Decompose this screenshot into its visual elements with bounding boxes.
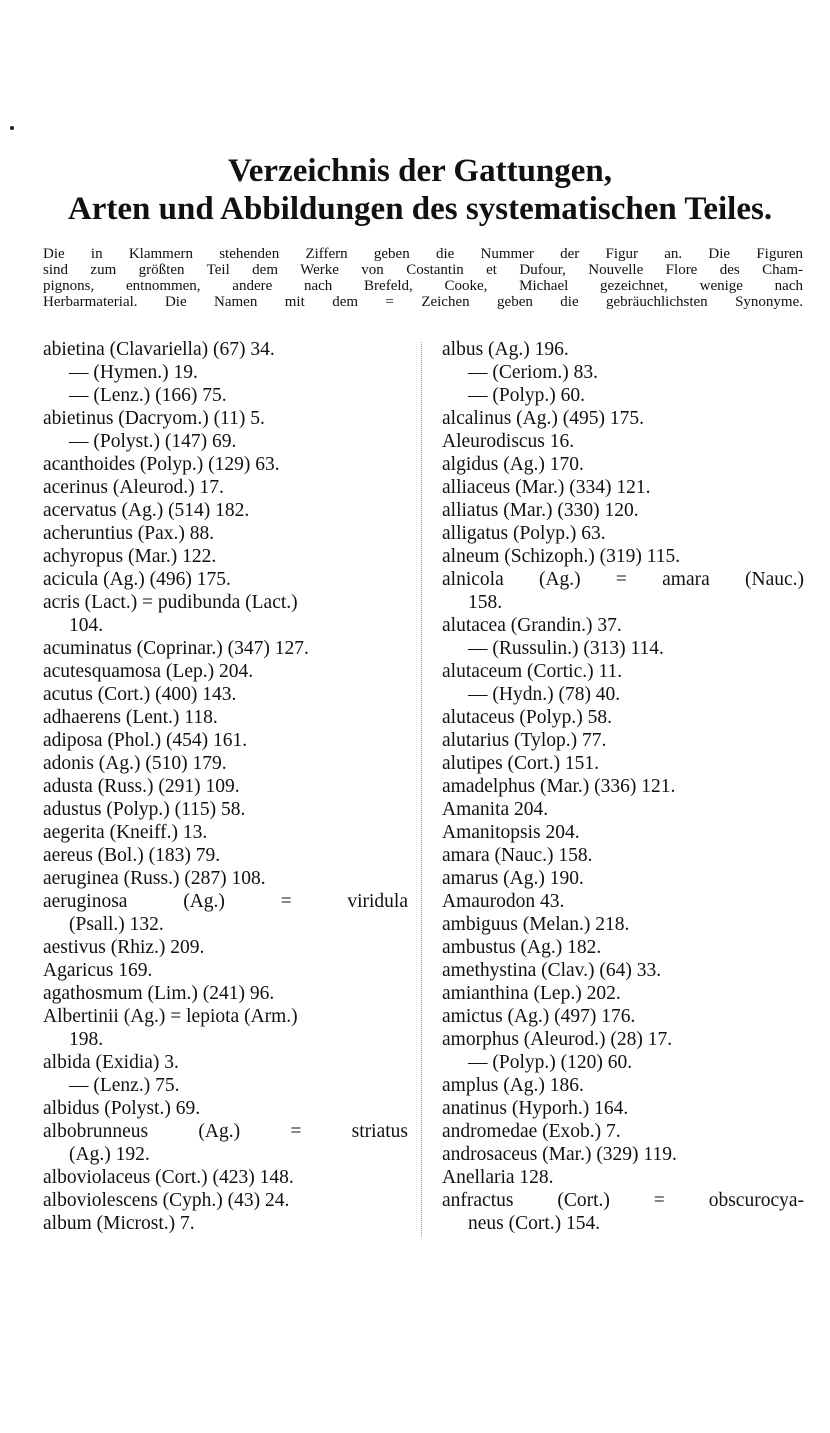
- index-entry: acheruntius (Pax.) 88.: [43, 523, 215, 544]
- index-entry: alliatus (Mar.) (330) 120.: [442, 500, 639, 521]
- index-entry: alutaceus (Polyp.) 58.: [442, 707, 613, 728]
- index-entry: amara (Nauc.) 158.: [442, 845, 593, 866]
- index-entry: amadelphus (Mar.) (336) 121.: [442, 776, 676, 797]
- index-entry: amorphus (Aleurod.) (28) 17.: [442, 1029, 673, 1050]
- index-entry: 158.: [468, 592, 503, 613]
- index-entry: — (Hydn.) (78) 40.: [468, 684, 621, 705]
- index-entry: albidus (Polyst.) 69.: [43, 1098, 201, 1119]
- index-entry: ambiguus (Melan.) 218.: [442, 914, 630, 935]
- index-entry: alutaceum (Cortic.) 11.: [442, 661, 623, 682]
- index-entry: aestivus (Rhiz.) 209.: [43, 937, 205, 958]
- page-title: [20, 152, 820, 228]
- index-entry: amethystina (Clav.) (64) 33.: [442, 960, 662, 981]
- index-entry: amarus (Ag.) 190.: [442, 868, 584, 889]
- index-entry: acutesquamosa (Lep.) 204.: [43, 661, 254, 682]
- index-entry: — (Polyp.) 60.: [468, 385, 585, 406]
- index-entry: acris (Lact.) = pudibunda (Lact.): [43, 592, 298, 613]
- index-entry: Agaricus 169.: [43, 960, 153, 981]
- index-entry: algidus (Ag.) 170.: [442, 454, 584, 475]
- index-entry: albida (Exidia) 3.: [43, 1052, 179, 1073]
- index-entry: ambustus (Ag.) 182.: [442, 937, 602, 958]
- intro-line: pignons, entnommen, andere nach Brefeld, Cooke, Michael gezeichnet, wenige nach: [43, 278, 803, 294]
- index-entry: adusta (Russ.) (291) 109.: [43, 776, 240, 797]
- index-entry: — (Hymen.) 19.: [69, 362, 198, 383]
- index-entry: adhaerens (Lent.) 118.: [43, 707, 218, 728]
- page-speck: [10, 126, 14, 130]
- index-entry: — (Lenz.) 75.: [69, 1075, 180, 1096]
- index-entry: acerinus (Aleurod.) 17.: [43, 477, 224, 498]
- index-entry: acuminatus (Coprinar.) (347) 127.: [43, 638, 309, 659]
- index-entry: anatinus (Hyporh.) 164.: [442, 1098, 629, 1119]
- intro-line: sind zum größten Teil dem Werke von Costantin et Dufour, Nouvelle Flore des Cham-: [43, 262, 803, 278]
- index-entry: adonis (Ag.) (510) 179.: [43, 753, 227, 774]
- title-line-1: Verzeichnis der Gattungen,: [227, 153, 613, 189]
- index-entry: aeruginea (Russ.) (287) 108.: [43, 868, 266, 889]
- index-entry: abietina (Clavariella) (67) 34.: [43, 339, 275, 360]
- index-column-left: [43, 338, 408, 1235]
- index-entry: albus (Ag.) 196.: [442, 339, 569, 360]
- index-entry: 198.: [69, 1029, 104, 1050]
- index-entry: achyropus (Mar.) 122.: [43, 546, 217, 567]
- index-entry: alneum (Schizoph.) (319) 115.: [442, 546, 681, 567]
- index-entry: alnicola (Ag.) = amara (Nauc.): [442, 569, 804, 590]
- intro-line: Die in Klammern stehenden Ziffern geben die Nummer der Figur an. Die Figuren: [43, 246, 803, 262]
- index-entry: (Ag.) 192.: [69, 1144, 150, 1165]
- intro-paragraph: [43, 246, 803, 310]
- index-entry: Albertinii (Ag.) = lepiota (Arm.): [43, 1006, 298, 1027]
- index-entry: amplus (Ag.) 186.: [442, 1075, 584, 1096]
- index-entry: — (Lenz.) (166) 75.: [69, 385, 227, 406]
- index-entry: alcalinus (Ag.) (495) 175.: [442, 408, 644, 429]
- index-entry: Amanitopsis 204.: [442, 822, 580, 843]
- index-entry: neus (Cort.) 154.: [468, 1213, 601, 1234]
- column-divider: [421, 342, 422, 1237]
- index-entry: Anellaria 128.: [442, 1167, 554, 1188]
- index-entry: albobrunneus (Ag.) = striatus: [43, 1121, 408, 1142]
- index-entry: aegerita (Kneiff.) 13.: [43, 822, 208, 843]
- index-entry: (Psall.) 132.: [69, 914, 164, 935]
- index-entry: abietinus (Dacryom.) (11) 5.: [43, 408, 265, 429]
- index-entry: amianthina (Lep.) 202.: [442, 983, 621, 1004]
- index-entry: adiposa (Phol.) (454) 161.: [43, 730, 248, 751]
- index-entry: Aleurodiscus 16.: [442, 431, 575, 452]
- index-entry: adustus (Polyp.) (115) 58.: [43, 799, 246, 820]
- index-entry: acervatus (Ag.) (514) 182.: [43, 500, 250, 521]
- index-entry: alboviolaceus (Cort.) (423) 148.: [43, 1167, 294, 1188]
- index-entry: andromedae (Exob.) 7.: [442, 1121, 621, 1142]
- index-entry: androsaceus (Mar.) (329) 119.: [442, 1144, 677, 1165]
- index-entry: alutarius (Tylop.) 77.: [442, 730, 607, 751]
- title-line-2: Arten und Abbildungen des systematischen Teiles.: [67, 191, 773, 227]
- index-entry: alutacea (Grandin.) 37.: [442, 615, 622, 636]
- index-entry: aeruginosa (Ag.) = viridula: [43, 891, 408, 912]
- index-entry: acutus (Cort.) (400) 143.: [43, 684, 237, 705]
- intro-line: Herbarmaterial. Die Namen mit dem = Zeichen geben die gebräuchlichsten Synonyme.: [43, 294, 803, 310]
- index-entry: alutipes (Cort.) 151.: [442, 753, 600, 774]
- index-entry: alliaceus (Mar.) (334) 121.: [442, 477, 651, 498]
- index-entry: album (Microst.) 7.: [43, 1213, 195, 1234]
- index-entry: Amaurodon 43.: [442, 891, 565, 912]
- index-column-right: [442, 338, 804, 1235]
- index-entry: acicula (Ag.) (496) 175.: [43, 569, 231, 590]
- index-entry: Amanita 204.: [442, 799, 549, 820]
- index-entry: agathosmum (Lim.) (241) 96.: [43, 983, 275, 1004]
- index-entry: acanthoides (Polyp.) (129) 63.: [43, 454, 280, 475]
- index-entry: — (Polyp.) (120) 60.: [468, 1052, 633, 1073]
- index-entry: alligatus (Polyp.) 63.: [442, 523, 606, 544]
- index-entry: — (Ceriom.) 83.: [468, 362, 598, 383]
- index-entry: anfractus (Cort.) = obscurocya-: [442, 1190, 804, 1211]
- index-entry: — (Russulin.) (313) 114.: [468, 638, 664, 659]
- index-entry: aereus (Bol.) (183) 79.: [43, 845, 221, 866]
- index-entry: 104.: [69, 615, 104, 636]
- index-entry: amictus (Ag.) (497) 176.: [442, 1006, 636, 1027]
- index-entry: — (Polyst.) (147) 69.: [69, 431, 237, 452]
- index-entry: alboviolescens (Cyph.) (43) 24.: [43, 1190, 290, 1211]
